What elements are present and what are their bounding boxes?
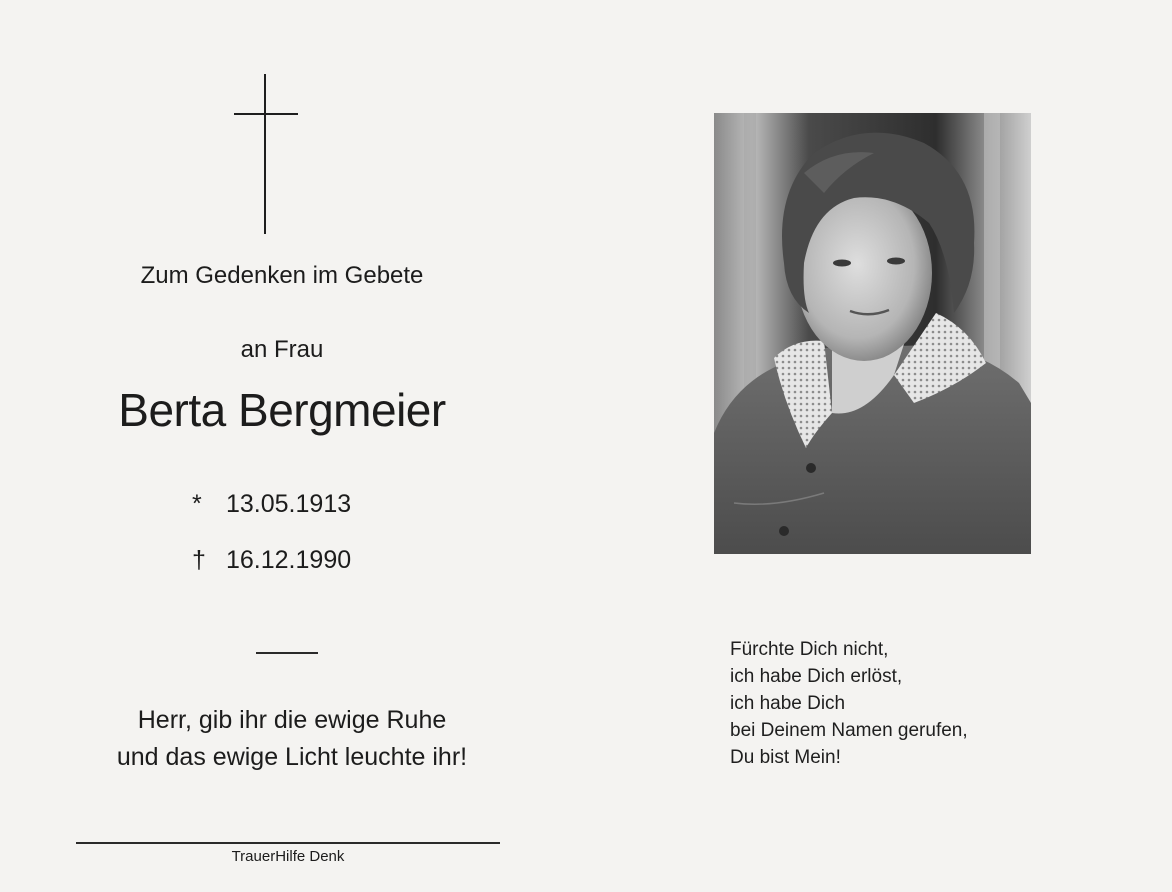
short-divider <box>256 652 318 654</box>
portrait-photo-icon <box>714 113 1031 554</box>
verse-line: Fürchte Dich nicht, <box>730 639 889 660</box>
verse-line: Du bist Mein! <box>730 747 841 768</box>
prayer-line-2: und das ewige Licht leuchte ihr! <box>116 743 468 771</box>
portrait-photo <box>714 113 1031 554</box>
verse-line: ich habe Dich erlöst, <box>730 666 903 687</box>
footer-rule <box>76 842 500 844</box>
verse-line: bei Deinem Namen gerufen, <box>730 720 968 741</box>
publisher-text: TrauerHilfe Denk <box>231 848 345 865</box>
birth-symbol: * <box>192 490 202 518</box>
deceased-name: Berta Bergmeier <box>118 384 446 436</box>
birth-row <box>192 490 351 519</box>
bible-verse <box>730 636 968 771</box>
prayer-line-1: Herr, gib ihr die ewige Ruhe <box>137 706 447 734</box>
verse-line: ich habe Dich <box>730 693 846 714</box>
cross-icon <box>234 74 298 234</box>
death-symbol: † <box>192 546 206 574</box>
salutation-text: an Frau <box>240 336 324 363</box>
birth-date: 13.05.1913 <box>226 490 352 518</box>
intro-text: Zum Gedenken im Gebete <box>140 262 424 289</box>
death-date: 16.12.1990 <box>226 546 352 574</box>
death-row <box>192 546 351 575</box>
